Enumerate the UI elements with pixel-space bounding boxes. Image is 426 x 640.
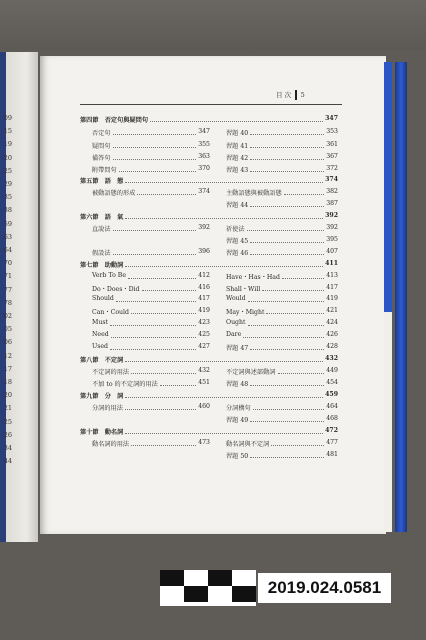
toc-entry-label: 不定詞與述部動詞	[226, 369, 276, 376]
left-page-number: 09	[3, 114, 12, 122]
leader-dots	[150, 121, 323, 122]
leader-dots	[113, 159, 197, 160]
left-page-number: 78	[3, 298, 12, 307]
toc-entry-row	[226, 200, 338, 210]
ruler-block	[208, 570, 232, 586]
toc-entry-label: May・Might	[226, 309, 265, 316]
toc-entry-row	[92, 319, 210, 329]
toc-entry-label: 分詞的用法	[92, 405, 123, 412]
leader-dots	[250, 457, 324, 458]
book-cover-blue	[395, 62, 407, 532]
leader-dots	[113, 230, 197, 231]
toc-entry-row	[226, 403, 338, 413]
toc-entry-page: 353	[326, 128, 338, 135]
toc-entry-label: 習題 44	[226, 202, 249, 209]
leader-dots	[243, 337, 324, 338]
left-page-number: 20	[3, 153, 12, 162]
toc-entry-row	[92, 367, 210, 377]
toc-entry-label: Used	[92, 343, 109, 350]
header-page-number: 5	[300, 91, 305, 99]
left-page-number: 17	[3, 364, 12, 373]
leader-dots	[250, 242, 324, 243]
left-page-number: 18	[3, 378, 12, 387]
toc-entry-row	[92, 331, 210, 341]
ruler-block	[232, 586, 256, 602]
toc-entry-page: 427	[198, 343, 210, 350]
toc-entry-label: 備答句	[92, 155, 111, 162]
toc-entry-page: 372	[326, 165, 338, 172]
toc-entry-row	[92, 248, 210, 258]
header-rule	[80, 104, 342, 105]
left-page-number: 38	[3, 206, 12, 215]
leader-dots	[119, 171, 196, 172]
toc-entry-label: 疑問句	[92, 143, 111, 150]
toc-entry-label: 分詞構句	[226, 405, 251, 412]
toc-entry-page: 370	[198, 165, 210, 172]
leader-dots	[113, 254, 197, 255]
toc-entry-page: 454	[326, 379, 338, 386]
toc-entry-page: 451	[198, 379, 210, 386]
running-header	[276, 90, 305, 100]
toc-entry-label: 不加 to 的不定詞的用法	[92, 381, 158, 388]
leader-dots	[250, 147, 324, 148]
toc-entry-page: 361	[326, 141, 338, 148]
toc-entry-label: Shall・Will	[226, 286, 261, 293]
toc-entry-label: 否定句	[92, 130, 111, 137]
toc-entry-row	[226, 451, 338, 461]
toc-entry-label: 習題 41	[226, 143, 249, 150]
toc-entry-page: 363	[198, 153, 210, 160]
toc-entry-page: 464	[326, 403, 338, 410]
left-page-number: 64	[3, 246, 12, 255]
leader-dots	[262, 290, 324, 291]
left-page-number: 44	[3, 457, 12, 466]
leader-dots	[250, 385, 324, 386]
book-spine-blue	[384, 62, 392, 312]
leader-dots	[110, 325, 196, 326]
toc-entry-label: 動名詞的用法	[92, 441, 130, 448]
left-page-number: 25	[3, 166, 12, 175]
toc-entry-page: 428	[326, 343, 338, 350]
toc-entry-row	[226, 415, 338, 425]
toc-entry-label: Ought	[226, 319, 246, 326]
leader-dots	[125, 266, 323, 267]
left-page-number: 34	[3, 444, 12, 453]
leader-dots	[253, 409, 324, 410]
toc-entry-label: 主動語態與被動語態	[226, 190, 282, 197]
header-title: 目 次	[276, 91, 292, 99]
toc-entry-page: 387	[326, 200, 338, 207]
toc-entry-page: 416	[198, 284, 210, 291]
toc-entry-row	[226, 379, 338, 389]
toc-entry-row	[92, 307, 210, 317]
toc-entry-page: 426	[326, 331, 338, 338]
left-page-numbers	[0, 112, 12, 468]
toc-entry-row	[226, 272, 338, 282]
toc-entry-row	[226, 224, 338, 234]
leader-dots	[110, 349, 196, 350]
toc-section-row	[80, 391, 338, 401]
leader-dots	[113, 134, 197, 135]
toc-entry-page: 417	[326, 284, 338, 291]
toc-entry-page: 432	[325, 355, 338, 362]
toc-entry-label: Dare	[226, 331, 242, 338]
toc-entry-label: 習題 47	[226, 345, 249, 352]
page-edges	[384, 312, 392, 532]
background	[0, 0, 426, 50]
toc-entry-row	[92, 343, 210, 353]
toc-entry-label: Must	[92, 319, 108, 326]
leader-dots	[250, 349, 324, 350]
leader-dots	[111, 337, 196, 338]
toc-entry-row	[92, 153, 210, 163]
toc-entry-page: 460	[198, 403, 210, 410]
toc-entry-row	[92, 188, 210, 198]
leader-dots	[250, 159, 324, 160]
toc-entry-row	[92, 141, 210, 151]
toc-entry-page: 367	[326, 153, 338, 160]
toc-entry-label: 習題 40	[226, 130, 249, 137]
leader-dots	[125, 409, 196, 410]
leader-dots	[250, 134, 324, 135]
leader-dots	[125, 433, 323, 434]
toc-entry-row	[226, 307, 338, 317]
toc-section-row	[80, 427, 338, 437]
toc-entry-row	[226, 141, 338, 151]
left-page-number: 71	[3, 272, 12, 281]
toc-entry-label: 直說法	[92, 226, 111, 233]
toc-entry-page: 392	[198, 224, 210, 231]
toc-section-row	[80, 176, 338, 186]
toc-entry-label: 習題 50	[226, 453, 249, 460]
toc-entry-page: 425	[198, 331, 210, 338]
toc-section-row	[80, 212, 338, 222]
leader-dots	[125, 182, 323, 183]
toc-entry-row	[92, 165, 210, 175]
toc-entry-row	[92, 295, 210, 305]
toc-entry-page: 382	[326, 188, 338, 195]
toc-entry-page: 374	[325, 176, 338, 183]
toc-entry-label: Would	[226, 295, 246, 302]
toc-entry-page: 347	[198, 128, 210, 135]
toc-entry-page: 481	[326, 451, 338, 458]
toc-entry-label: Verb To Be	[92, 272, 126, 279]
toc-entry-label: 假設法	[92, 250, 111, 257]
toc-entry-label: 第七節 助動詞	[80, 262, 124, 269]
toc-entry-label: 第八節 不定詞	[80, 357, 124, 364]
toc-entry-label: 被動語態的形成	[92, 190, 136, 197]
ruler-block	[160, 570, 184, 586]
toc-entry-row	[92, 224, 210, 234]
left-page-number: 63	[3, 232, 12, 241]
toc-entry-page: 411	[325, 260, 338, 267]
left-page-number: 02	[3, 312, 12, 321]
toc-entry-label: 習題 45	[226, 238, 249, 245]
toc-entry-row	[226, 439, 338, 449]
toc-entry-row	[92, 284, 210, 294]
toc-entry-label: 習題 43	[226, 167, 249, 174]
toc-entry-label: 第六節 語 氣	[80, 214, 124, 221]
left-page-number: 12	[3, 351, 12, 360]
leader-dots	[125, 361, 323, 362]
toc-entry-page: 407	[326, 248, 338, 255]
toc-entry-label: 習題 48	[226, 381, 249, 388]
toc-entry-page: 449	[326, 367, 338, 374]
toc-entry-label: 習題 46	[226, 250, 249, 257]
toc-entry-row	[226, 153, 338, 163]
toc-entry-row	[226, 367, 338, 377]
toc-entry-page: 419	[326, 295, 338, 302]
toc-entry-label: Do・Does・Did	[92, 286, 140, 293]
leader-dots	[250, 254, 324, 255]
toc-entry-page: 432	[198, 367, 210, 374]
toc-entry-page: 374	[198, 188, 210, 195]
left-page-number: 29	[3, 180, 12, 189]
toc-entry-page: 423	[198, 319, 210, 326]
toc-entry-page: 424	[326, 319, 338, 326]
toc-entry-page: 459	[325, 391, 338, 398]
left-page-number: 26	[3, 430, 12, 439]
toc-entry-page: 419	[198, 307, 210, 314]
toc-entry-label: 第五節 語 態	[80, 178, 124, 185]
left-page-number: 20	[3, 391, 12, 400]
toc-entry-label: 附帶問句	[92, 167, 117, 174]
toc-entry-label: 不定詞的用法	[92, 369, 130, 376]
leader-dots	[131, 445, 196, 446]
toc-entry-page: 355	[198, 141, 210, 148]
leader-dots	[125, 218, 323, 219]
toc-entry-row	[226, 236, 338, 246]
toc-entry-label: 第十節 動名詞	[80, 429, 124, 436]
leader-dots	[131, 313, 196, 314]
toc-entry-label: Have・Has・Had	[226, 274, 280, 281]
toc-entry-page: 392	[325, 212, 338, 219]
leader-dots	[248, 325, 325, 326]
left-page-number: 19	[3, 140, 12, 149]
toc-entry-row	[226, 248, 338, 258]
left-page-number: 59	[3, 219, 12, 228]
toc-entry-row	[226, 331, 338, 341]
toc-entry-page: 421	[326, 307, 338, 314]
leader-dots	[266, 313, 324, 314]
leader-dots	[250, 421, 324, 422]
toc-entry-row	[92, 272, 210, 282]
leader-dots	[250, 206, 324, 207]
leader-dots	[248, 301, 325, 302]
leader-dots	[284, 194, 325, 195]
toc-entry-page: 413	[326, 272, 338, 279]
scale-ruler	[160, 570, 256, 606]
toc-entry-row	[226, 165, 338, 175]
toc-entry-row	[92, 403, 210, 413]
left-page-number: 70	[3, 259, 12, 268]
leader-dots	[142, 290, 197, 291]
left-page-number: 15	[3, 127, 12, 136]
ruler-block	[184, 586, 208, 602]
toc-section-row	[80, 260, 338, 270]
toc-entry-page: 392	[326, 224, 338, 231]
left-page-number: 05	[3, 325, 12, 334]
leader-dots	[125, 397, 323, 398]
toc-entry-page: 395	[326, 236, 338, 243]
toc-entry-label: Need	[92, 331, 109, 338]
toc-entry-label: 習題 42	[226, 155, 249, 162]
toc-entry-row	[226, 295, 338, 305]
toc-entry-page: 412	[198, 272, 210, 279]
leader-dots	[250, 171, 324, 172]
toc-entry-row	[92, 379, 210, 389]
toc-entry-label: 習題 49	[226, 417, 249, 424]
toc-entry-row	[226, 343, 338, 353]
toc-entry-page: 472	[325, 427, 338, 434]
toc-entry-row	[226, 188, 338, 198]
toc-entry-row	[226, 284, 338, 294]
toc-entry-row	[226, 128, 338, 138]
leader-dots	[116, 301, 196, 302]
toc-entry-page: 468	[326, 415, 338, 422]
toc-section-row	[80, 355, 338, 365]
toc-entry-label: 祈使法	[226, 226, 245, 233]
left-page-number: 06	[3, 338, 12, 347]
toc-entry-page: 473	[198, 439, 210, 446]
leader-dots	[137, 194, 196, 195]
toc-entry-page: 477	[326, 439, 338, 446]
toc-entry-label: Should	[92, 295, 114, 302]
catalog-number-label: 2019.024.0581	[258, 573, 391, 603]
toc-entry-label: Can・Could	[92, 309, 129, 316]
toc-entry-row	[92, 128, 210, 138]
left-page-number: 77	[3, 285, 12, 294]
toc-entry-label: 第四節 否定句與疑問句	[80, 117, 149, 124]
leader-dots	[278, 373, 325, 374]
leader-dots	[160, 385, 196, 386]
toc-entry-label: 動名詞與不定詞	[226, 441, 270, 448]
leader-dots	[113, 147, 197, 148]
leader-dots	[271, 445, 324, 446]
toc-entry-page: 417	[198, 295, 210, 302]
toc-entry-page: 396	[198, 248, 210, 255]
header-separator	[295, 90, 297, 100]
toc-entry-label: 第九節 分 詞	[80, 393, 124, 400]
leader-dots	[247, 230, 325, 231]
leader-dots	[282, 278, 324, 279]
toc-entry-row	[92, 439, 210, 449]
left-page-number: 35	[3, 193, 12, 202]
toc-entry-page: 347	[325, 115, 338, 122]
leader-dots	[128, 278, 196, 279]
toc-section-row	[80, 115, 338, 125]
left-page-number: 25	[3, 417, 12, 426]
leader-dots	[131, 373, 196, 374]
left-page-number: 21	[3, 404, 12, 413]
toc-entry-row	[226, 319, 338, 329]
